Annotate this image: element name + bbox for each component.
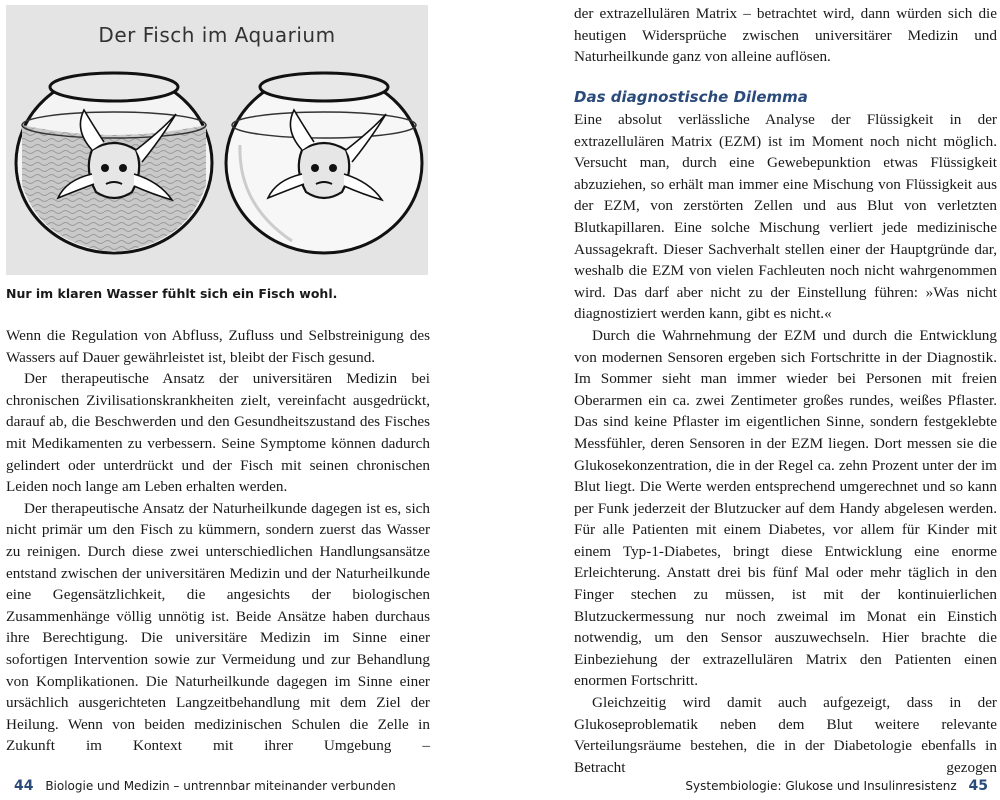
right-paragraph-2: Durch die Wahrnehmung der EZM und durch die Entwicklung von modernen Sensoren ergeben sich Fortschritte in der Diagnostik. Im Sommer sieht man immer wieder bei Personen mit freien Oberarmen ein ca. zwei Zentimeter großes rundes, weißes Pflaster. Das sind keine Pflaster im eigentlichen Sinne, sondern festgeklebte Messfühler, deren Sensoren in der EZM liegen. Dort messen sie die Glukosekonzentration, die in der Regel ca. zehn Prozent unter der im Blut liegt. Die Werte werden entsprechend umgerechnet und so kann per Funk jederzeit der Blutzucker auf dem Handy abgelesen werden. Für alle Patienten mit einem Diabetes, vor allem für Kinder mit einem Typ-1-Diabetes, bringt diese Entwicklung eine enorme Erleichterung. Anstatt drei bis fünf Mal oder mehr täglich in den Finger stechen zu müssen, ist mit der kontinuierlichen Blutzuckermessung nur noch zweimal im Monat ein Einstich notwendig, um den Sensor auszuwechseln. Hier brachte die Einbeziehung der extrazellulären Matrix den Patienten einen enormen Fortschritt. xyxy=(574,326,997,690)
left-page-number: 44 xyxy=(14,778,34,794)
figure-title: Der Fisch im Aquarium xyxy=(98,23,336,47)
right-page-number: 45 xyxy=(968,778,988,794)
left-running-title: Biologie und Medizin – untrennbar miteinander verbunden xyxy=(45,779,396,793)
left-paragraph-1: Wenn die Regulation von Abfluss, Zufluss und Selbstreinigung des Wassers auf Dauer gewährleistet ist, bleibt der Fisch gesund. xyxy=(6,327,430,366)
murky-fishbowl xyxy=(16,73,212,253)
figure-illustration xyxy=(6,5,428,275)
right-page-continuation xyxy=(574,3,997,68)
right-running-title: Systembiologie: Glukose und Insulinresistenz xyxy=(685,779,957,793)
left-paragraph-2: Der therapeutische Ansatz der universitären Medizin bei chronischen Zivilisationskrankheiten zielt, vereinfacht ausgedrückt, darauf ab, die Beschwerden und den Gesundheitszustand des Fisches mit Medikamenten zu verbessern. Seine Symptome können dadurch gelindert oder unterdrückt und der Fisch mit seinen chronischen Leiden noch lange am Leben erhalten werden. xyxy=(6,370,430,496)
left-page-body xyxy=(6,325,430,757)
clear-fishbowl xyxy=(226,73,422,253)
fishbowls-illustration xyxy=(6,5,428,275)
right-page-body xyxy=(574,109,997,778)
left-paragraph-3: Der therapeutische Ansatz der Naturheilkunde dagegen ist es, sich nicht primär um den Fisch zu kümmern, sondern zuerst das Wasser zu reinigen. Durch diese zwei unterschiedlichen Handlungsansätze entstand zwischen der universitären Medizin und der Naturheilkunde eine Gegensätzlichkeit, die angesichts der biologischen Zusammenhänge völlig unnötig ist. Beide Ansätze haben durchaus ihre Berechtigung. Die universitäre Medizin im Sinne einer sofortigen Intervention sowie zur Vermeidung und zur Behandlung von Komplikationen. Die Naturheilkunde dagegen im Sinne einer ursächlich ausgerichteten Langzeitbehandlung mit dem Ziel der Heilung. Wenn von beiden medizinischen Schulen die Zelle in Zukunft im Kontext mit ihrer Umgebung – xyxy=(6,499,430,755)
left-page-footer xyxy=(6,778,396,794)
right-page-footer xyxy=(685,778,996,794)
figure-caption: Nur im klaren Wasser fühlt sich ein Fisch wohl. xyxy=(6,286,338,301)
right-paragraph-1: Eine absolut verlässliche Analyse der Flüssigkeit in der extrazellulären Matrix (EZM) ist im Moment noch nicht möglich. Versucht man, durch eine Gewebepunktion etwas Flüssigkeit abzuziehen, so erhält man immer eine Mischung von Flüssigkeit aus der EZM, von zerstörten Zellen und aus Blut von verletzten Blutkapillaren. Eine solche Mischung verliert jede medizinische Aussagekraft. Dieser Sachverhalt stellen einer der Hauptgründe dar, weshalb die EZM von vielen Fachleuten noch nicht wahrgenommen wird. Das darf aber nicht zu der Einstellung führen: »Was nicht diagnostiziert werden kann, gibt es nicht.« xyxy=(574,111,997,323)
continuation-paragraph: der extrazellulären Matrix – betrachtet wird, dann würden sich die heutigen Widersprüche zwischen universitärer Medizin und Naturheilkunde ganz von alleine auflösen. xyxy=(574,5,997,66)
right-paragraph-3: Gleichzeitig wird damit auch aufgezeigt, dass in der Glukoseproblematik neben dem Blut weitere relevante Verteilungsräume bestehen, die in der Diabetologie ebenfalls in Betracht gezogen xyxy=(574,694,997,776)
section-subheading: Das diagnostische Dilemma xyxy=(574,88,808,106)
